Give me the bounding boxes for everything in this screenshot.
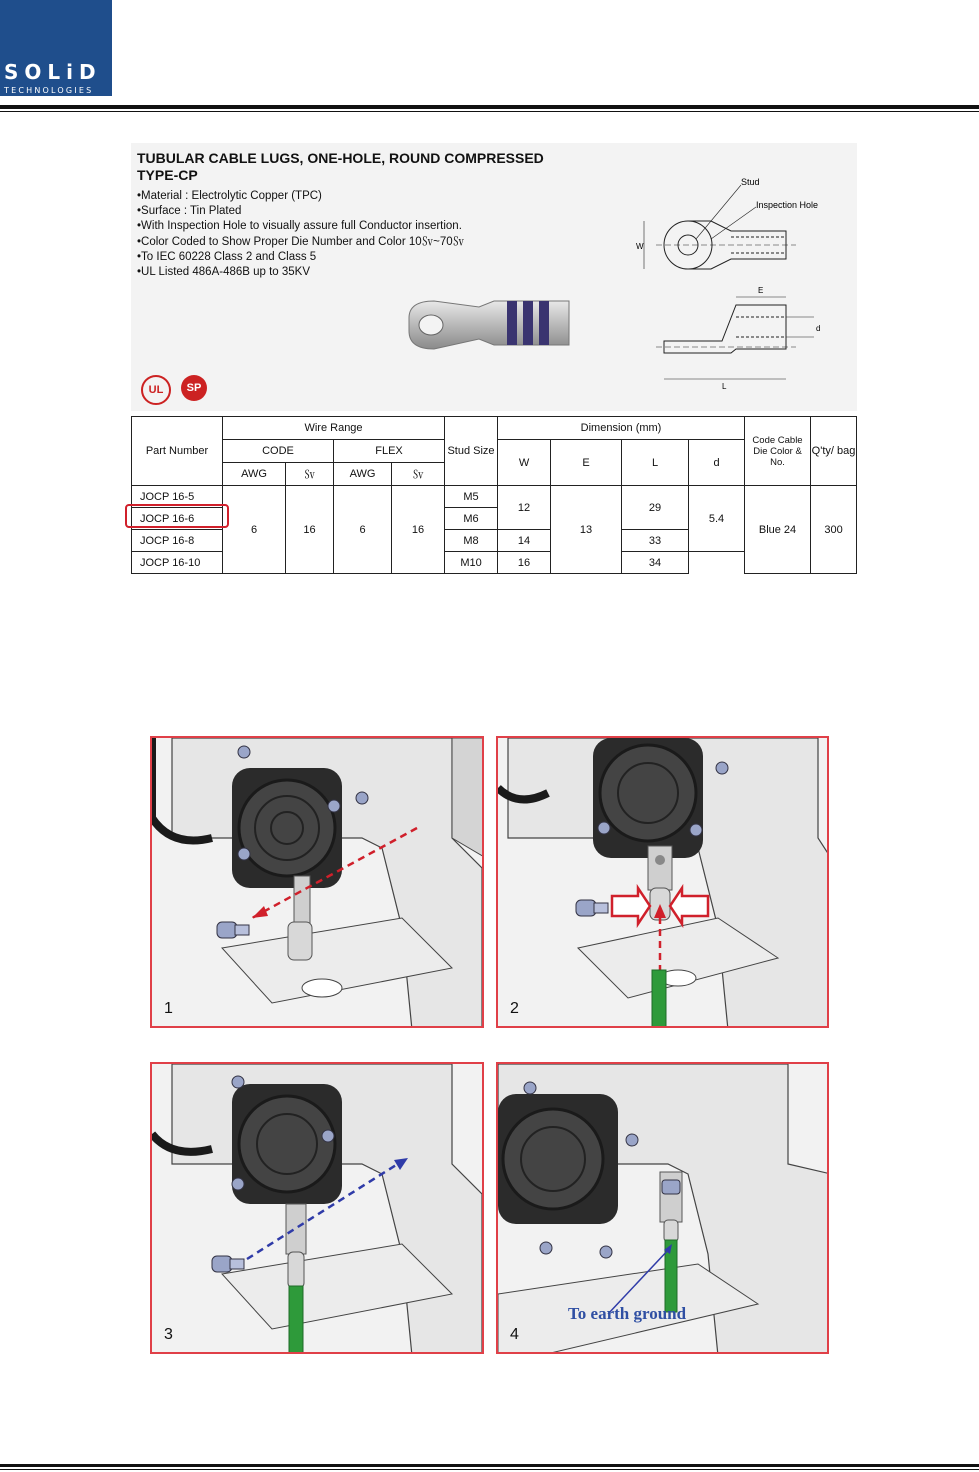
- step-panel-1: [150, 736, 484, 1028]
- cable-lug-photo: [399, 293, 574, 363]
- stud-cell: M6: [445, 508, 498, 530]
- step-2-illustration: [498, 738, 829, 1028]
- th-stud-size: Stud Size: [445, 417, 498, 486]
- step-number: 1: [164, 1000, 173, 1017]
- code-mm2-cell: 16: [286, 486, 334, 574]
- solid-logo: [0, 0, 112, 96]
- flex-awg-cell: 6: [334, 486, 392, 574]
- die-color-cell: Blue 24: [745, 486, 811, 574]
- l-cell: 34: [622, 552, 689, 574]
- step-number: 4: [510, 1326, 519, 1343]
- footer-rule: [0, 1464, 979, 1467]
- th-code-awg: AWG: [223, 463, 286, 486]
- l-cell: 29: [622, 486, 689, 530]
- spec-subtitle: TYPE-CP: [137, 167, 198, 183]
- th-d: d: [689, 440, 745, 486]
- header-rule-thin: [0, 111, 979, 112]
- spec-bullet: • To IEC 60228 Class 2 and Class 5: [137, 250, 464, 265]
- lug-spec-sheet: [131, 143, 857, 411]
- to-earth-ground-label: To earth ground: [568, 1304, 687, 1323]
- dim-e-label: E: [758, 286, 764, 295]
- csa-certification-mark: SP: [181, 375, 207, 401]
- th-code-mm2: ㏜: [286, 463, 334, 486]
- code-awg-cell: 6: [223, 486, 286, 574]
- flex-mm2-cell: 16: [392, 486, 445, 574]
- th-w: W: [498, 440, 551, 486]
- step-panel-2: [496, 736, 829, 1028]
- spec-title: TUBULAR CABLE LUGS, ONE-HOLE, ROUND COMPRESSED: [137, 150, 544, 166]
- step-3-illustration: [152, 1064, 484, 1354]
- dim-d-label: d: [816, 324, 821, 333]
- step-number: 2: [510, 1000, 519, 1017]
- stud-cell: M10: [445, 552, 498, 574]
- th-flex-awg: AWG: [334, 463, 392, 486]
- th-flex: FLEX: [334, 440, 445, 463]
- th-die-color: Code Cable Die Color & No.: [745, 417, 811, 486]
- part-number-cell: JOCP 16-6: [132, 508, 223, 530]
- th-qty-bag: Q'ty/ bag: [811, 417, 857, 486]
- inspection-hole-label: Inspection Hole: [756, 200, 819, 210]
- e-cell: 13: [551, 486, 622, 574]
- footer-rule-thin: [0, 1469, 979, 1470]
- step-number: 3: [164, 1326, 173, 1343]
- dim-w-label: W: [636, 242, 644, 251]
- spec-bullet: • UL Listed 486A-486B up to 35KV: [137, 265, 464, 280]
- th-flex-mm2: ㏜: [392, 463, 445, 486]
- part-number-cell: JOCP 16-8: [132, 530, 223, 552]
- th-dimension: Dimension (mm): [498, 417, 745, 440]
- dim-l-label: L: [722, 382, 727, 391]
- logo-text: SOLiD: [4, 60, 102, 84]
- spec-bullet: • With Inspection Hole to visually assure full Conductor insertion.: [137, 219, 464, 234]
- th-e: E: [551, 440, 622, 486]
- stud-cell: M5: [445, 486, 498, 508]
- table-row: [132, 486, 857, 508]
- ul-certification-mark: UL: [141, 375, 171, 405]
- step-panel-4: [496, 1062, 829, 1354]
- step-panel-3: [150, 1062, 484, 1354]
- th-l: L: [622, 440, 689, 486]
- w-cell: 14: [498, 530, 551, 552]
- w-cell: 12: [498, 486, 551, 530]
- th-part-number: Part Number: [132, 417, 223, 486]
- spec-bullet: • Color Coded to Show Proper Die Number and Color 10㏜~70㏜: [137, 235, 464, 250]
- stud-label: Stud: [741, 177, 760, 187]
- highlighted-row-marker: [125, 504, 229, 528]
- spec-bullet: • Surface : Tin Plated: [137, 204, 464, 219]
- part-number-cell: JOCP 16-10: [132, 552, 223, 574]
- logo-subtext: TECHNOLOGIES: [4, 86, 94, 95]
- spec-bullet: • Material : Electrolytic Copper (TPC): [137, 189, 464, 204]
- lug-parts-table: [131, 416, 857, 574]
- lug-dimension-drawing: [636, 173, 846, 398]
- header-rule: [0, 105, 979, 109]
- step-1-illustration: [152, 738, 484, 1028]
- th-code: CODE: [223, 440, 334, 463]
- spec-bullets: [137, 189, 464, 280]
- part-number-cell: JOCP 16-5: [132, 486, 223, 508]
- th-wire-range: Wire Range: [223, 417, 445, 440]
- l-cell: 33: [622, 530, 689, 552]
- qty-cell: 300: [811, 486, 857, 574]
- d-cell: 5.4: [689, 486, 745, 552]
- stud-cell: M8: [445, 530, 498, 552]
- w-cell: 16: [498, 552, 551, 574]
